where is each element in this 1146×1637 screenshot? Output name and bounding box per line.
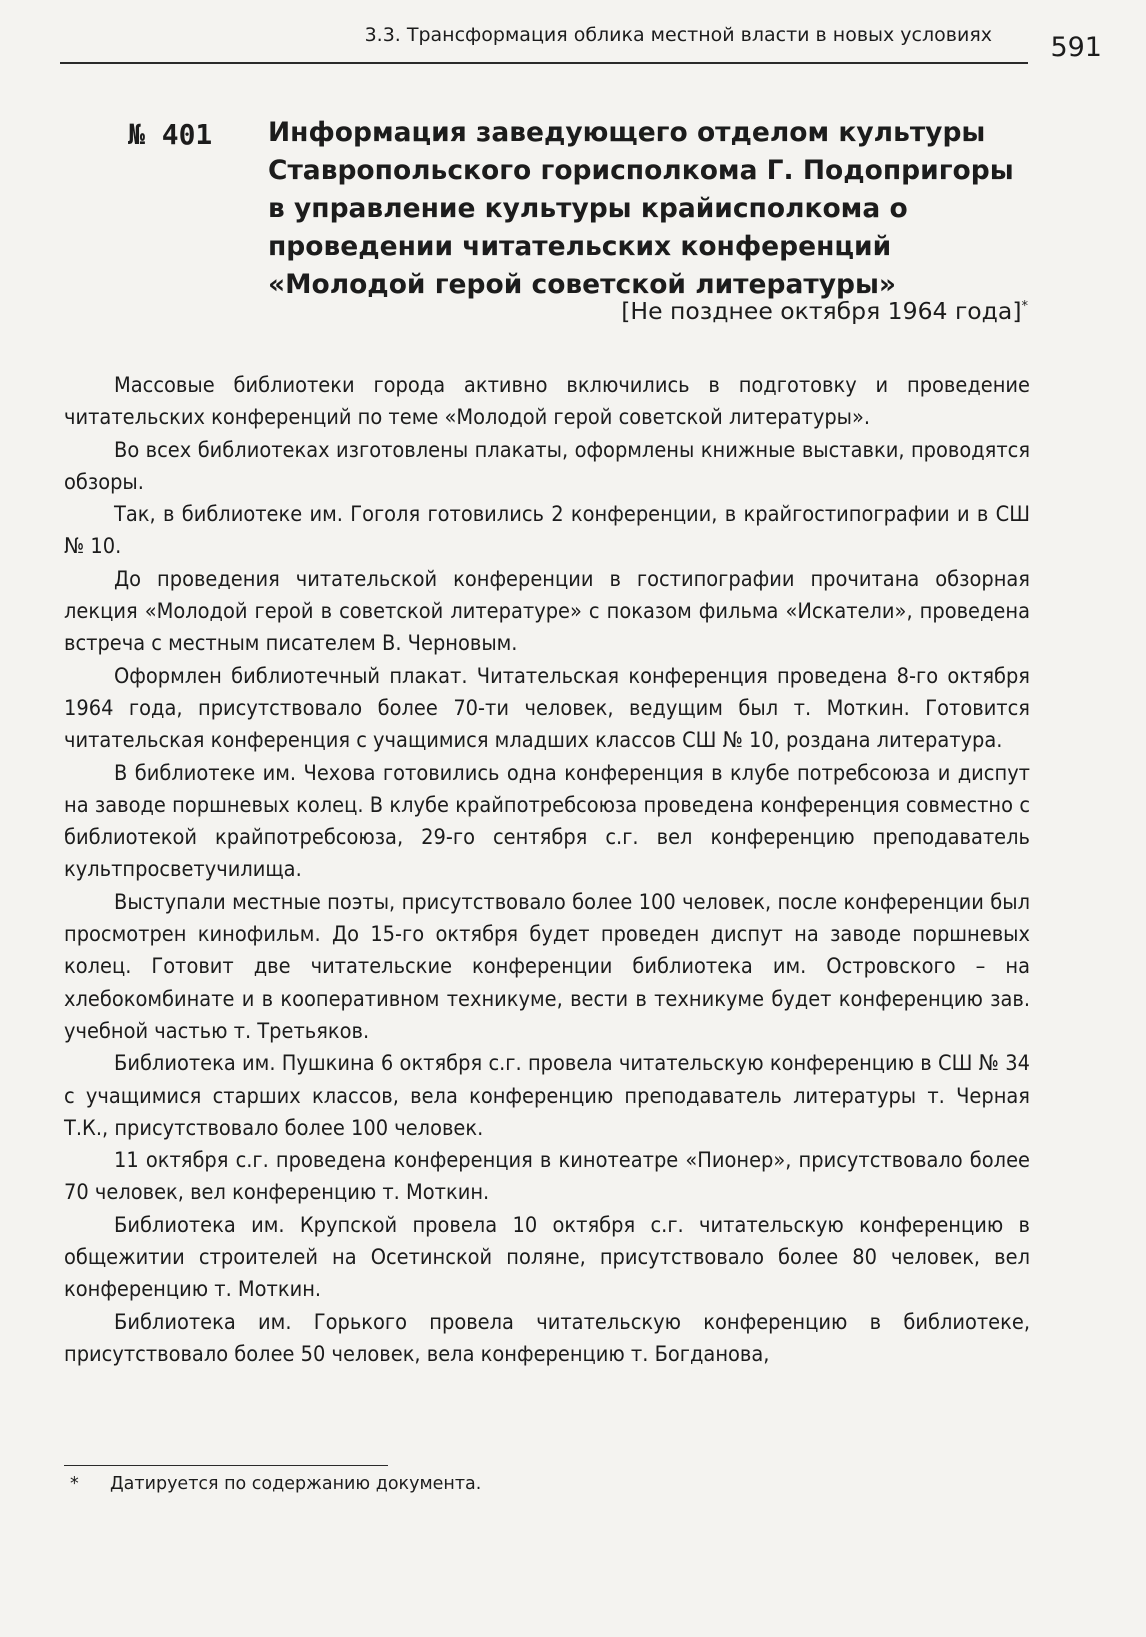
footnote-mark: *	[70, 1474, 79, 1494]
document-body	[64, 370, 1030, 1371]
paragraph: Массовые библиотеки города активно включились в подготовку и проведение читательских конференций по теме «Молодой герой советской литературы».	[64, 373, 1030, 431]
footnote-rule	[64, 1465, 388, 1466]
paragraph: Библиотека им. Пушкина 6 октября с.г. провела читательскую конференцию в СШ № 34 с учащимися старших классов, вела конференцию преподаватель литературы т. Черная Т.К., присутствовало более 100 человек.	[64, 1051, 1030, 1141]
paragraph: До проведения читательской конференции в гостипографии прочитана обзорная лекция «Молодой герой в советской литературе» с показом фильма «Искатели», проведена встреча с местным писателем В. Черновым.	[64, 566, 1030, 657]
header-rule	[60, 62, 1028, 64]
running-head	[60, 24, 1026, 46]
paragraph: Библиотека им. Горького провела читательскую конференцию в библиотеке, присутствовало более 50 человек, вела конференцию т. Богданова,	[64, 1309, 1030, 1367]
footnote	[70, 1474, 481, 1494]
paragraph: Оформлен библиотечный плакат. Читательская конференция проведена 8-го октября 1964 года, присутствовало более 70-ти человек, ведущим был т. Моткин. Готовится читательская конференция с учащимися младших классов СШ № 10, роздана литература.	[64, 663, 1030, 754]
paragraph: В библиотеке им. Чехова готовились одна конференция в клубе потребсоюза и диспут на заводе поршневых колец. В клубе крайпотребсоюза проведена конференция совместно с библиотекой крайпотребсоюза, 29-го сентября с.г. вел конференцию преподаватель культпросветучилища.	[64, 760, 1030, 883]
document-date-text: [Не позднее октября 1964 года]	[621, 297, 1022, 325]
document-title: Информация заведующего отделом культуры Ставропольского горисполкома Г. Подопригоры в управление культуры крайисполкома о проведении читательских конференций «Молодой герой советской литературы»	[268, 117, 1014, 300]
document-number: № 401	[128, 118, 213, 151]
paragraph: Во всех библиотеках изготовлены плакаты, оформлены книжные выставки, проводятся обзоры.	[64, 437, 1030, 495]
paragraph: Так, в библиотеке им. Гоголя готовились 2 конференции, в крайгостипографии и в СШ № 10.	[64, 502, 1030, 560]
paragraph: 11 октября с.г. проведена конференция в кинотеатре «Пионер», присутствовало более 70 человек, вел конференцию т. Моткин.	[64, 1148, 1030, 1206]
footnote-text: Датируется по содержанию документа.	[110, 1474, 482, 1494]
page-number: 591	[1050, 32, 1102, 63]
section-title: 3.3. Трансформация облика местной власти в новых условиях	[364, 24, 992, 46]
document-date	[621, 297, 1028, 325]
paragraph: Выступали местные поэты, присутствовало более 100 человек, после конференции был просмотрен кинофильм. До 15-го октября будет проведен диспут на заводе поршневых колец. Готовит две читательские конференции библиотека им. Островского – на хлебокомбинате и в кооперативном техникуме, вести в техникуме будет конференцию зав. учебной частью т. Третьяков.	[64, 889, 1030, 1044]
paragraph: Библиотека им. Крупской провела 10 октября с.г. читательскую конференцию в общежитии строителей на Осетинской поляне, присутствовало более 80 человек, вел конференцию т. Моткин.	[64, 1212, 1030, 1303]
footnote-reference: *	[1021, 299, 1028, 315]
